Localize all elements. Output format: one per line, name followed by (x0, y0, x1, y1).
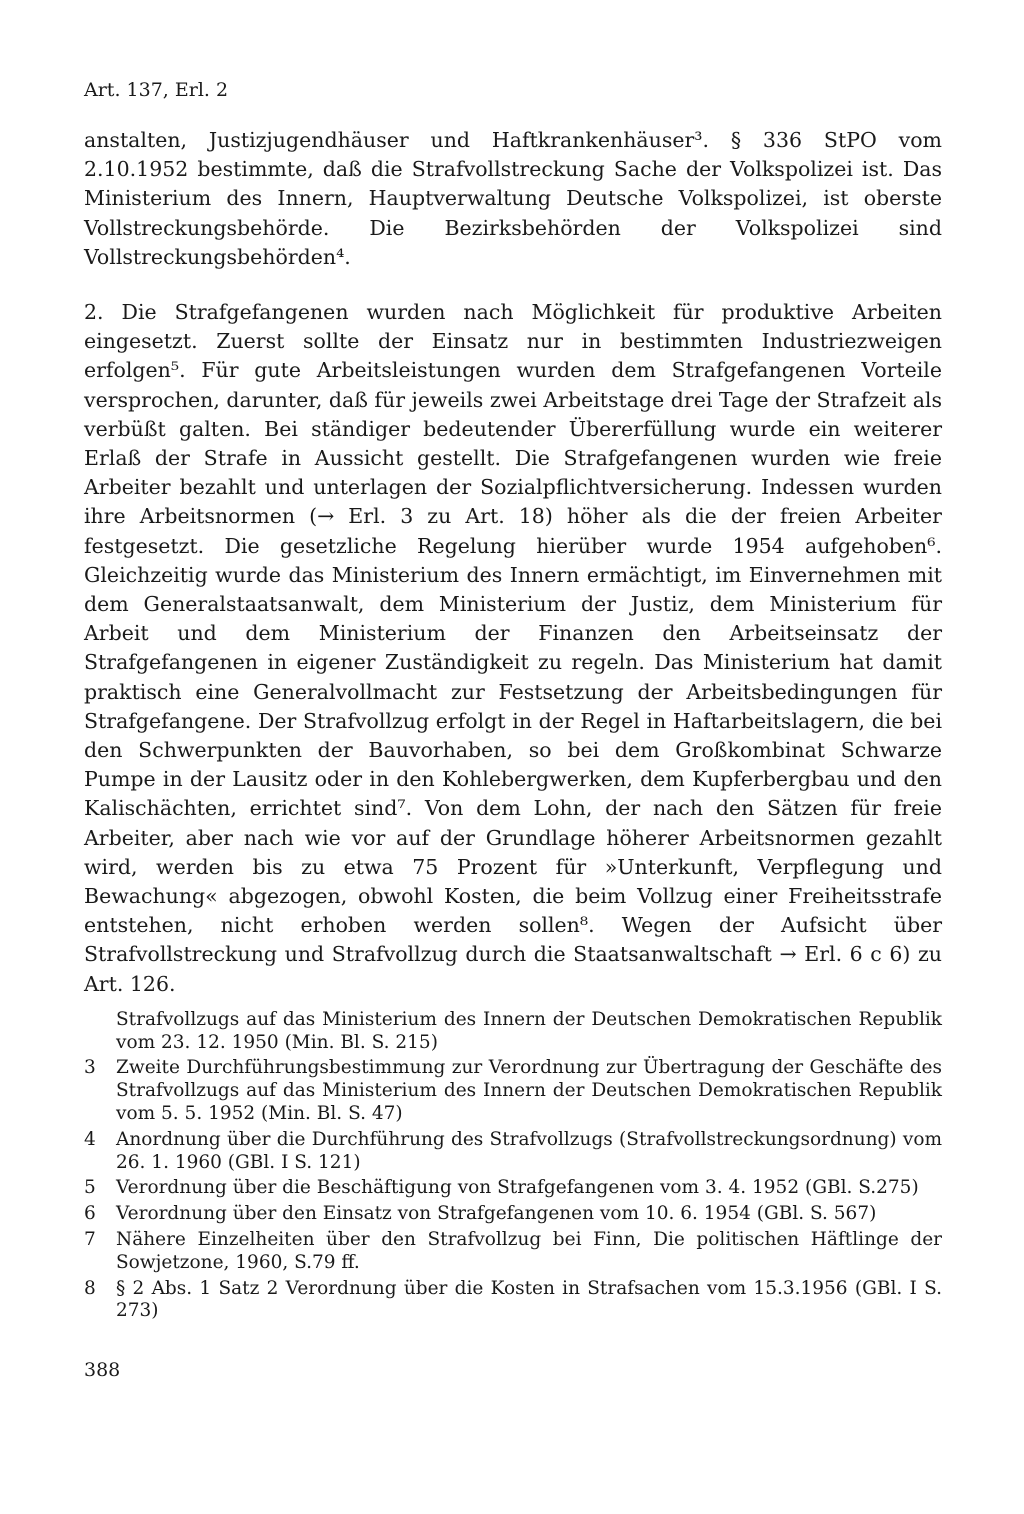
footnote-4 (84, 1129, 942, 1175)
paragraph-gap (84, 272, 942, 298)
footnotes (84, 1009, 942, 1323)
footnote-8 (84, 1278, 942, 1324)
footnote-text: Zweite Durchführungsbestimmung zur Verordnung zur Übertragung der Geschäfte des Strafvollzugs auf das Ministerium des Innern der Deutschen Demokratischen Republik vom 5. 5. 1952 (Min. Bl. S. 47) (116, 1057, 942, 1125)
footnote-number: 5 (84, 1177, 96, 1199)
footnote-6 (84, 1203, 942, 1226)
footnote-text: Verordnung über den Einsatz von Strafgefangenen vom 10. 6. 1954 (GBl. S. 567) (116, 1203, 877, 1225)
footnote-7 (84, 1229, 942, 1275)
body-paragraph-2: 2. Die Strafgefangenen wurden nach Möglichkeit für produktive Arbeiten eingesetzt. Zuerst sollte der Einsatz nur in bestimmten Industriezweigen erfolgen⁵. Für gute Arbeitsleistungen wurden dem Strafgefangenen Vorteile versprochen, darunter, daß für jeweils zwei Arbeitstage drei Tage der Strafzeit als verbüßt galten. Bei ständiger bedeutender Übererfüllung wurde ein weiterer Erlaß der Strafe in Aussicht gestellt. Die Strafgefangenen wurden wie freie Arbeiter bezahlt und unterlagen der Sozialpflichtversicherung. Indessen wurden ihre Arbeitsnormen (→ Erl. 3 zu Art. 18) höher als die der freien Arbeiter festgesetzt. Die gesetzliche Regelung hierüber wurde 1954 aufgehoben⁶. Gleichzeitig wurde das Ministerium des Innern ermächtigt, im Einvernehmen mit dem Generalstaatsanwalt, dem Ministerium der Justiz, dem Ministerium für Arbeit und dem Ministerium der Finanzen den Arbeitseinsatz der Strafgefangenen in eigener Zuständigkeit zu regeln. Das Ministerium hat damit praktisch eine Generalvollmacht zur Festsetzung der Arbeitsbedingungen für Strafgefangene. Der Strafvollzug erfolgt in der Regel in Haftarbeitslagern, die bei den Schwerpunkten der Bauvorhaben, so bei dem Großkombinat Schwarze Pumpe in der Lausitz oder in den Kohlebergwerken, dem Kupferbergbau und den Kalischächten, errichtet sind⁷. Von dem Lohn, der nach den Sätzen für freie Arbeiter, aber nach wie vor auf der Grundlage höherer Arbeitsnormen gezahlt wird, werden bis zu etwa 75 Prozent für »Unterkunft, Verpflegung und Bewachung« abgezogen, obwohl Kosten, die beim Vollzug einer Freiheitsstrafe entstehen, nicht erhoben werden sollen⁸. Wegen der Aufsicht über Strafvollstreckung und Strafvollzug durch die Staatsanwaltschaft → Erl. 6 c 6) zu Art. 126. (84, 300, 942, 996)
body-paragraph-1: anstalten, Justizjugendhäuser und Haftkrankenhäuser³. § 336 StPO vom 2.10.1952 bestimmte, daß die Strafvollstreckung Sache der Volkspolizei ist. Das Ministerium des Innern, Hauptverwaltung Deutsche Volkspolizei, ist oberste Vollstreckungsbehörde. Die Bezirksbehörden der Volkspolizei sind Vollstreckungsbehörden⁴. (84, 128, 942, 269)
footnote-text: Anordnung über die Durchführung des Strafvollzugs (Strafvollstreckungsordnung) vom 26. 1. 1960 (GBl. I S. 121) (116, 1128, 942, 1173)
footnote-number: 4 (84, 1128, 96, 1150)
footnote-number: 7 (84, 1229, 96, 1251)
footnote-number: 6 (84, 1203, 96, 1225)
footnote-number: 3 (84, 1057, 96, 1079)
footnote-text: Verordnung über die Beschäftigung von Strafgefangenen vom 3. 4. 1952 (GBl. S.275) (116, 1177, 919, 1199)
footnote-3 (84, 1057, 942, 1125)
document-page (84, 76, 942, 1381)
running-head: Art. 137, Erl. 2 (84, 79, 229, 101)
footnote-number: 8 (84, 1277, 96, 1299)
footnote-text: § 2 Abs. 1 Satz 2 Verordnung über die Kosten in Strafsachen vom 15.3.1956 (GBl. I S. 273) (116, 1277, 942, 1322)
footnote-continued (84, 1009, 942, 1055)
page-number: 388 (84, 1359, 121, 1382)
footnote-5 (84, 1177, 942, 1200)
footnote-text: Nähere Einzelheiten über den Strafvollzug bei Finn, Die politischen Häftlinge der Sowjetzone, 1960, S.79 ff. (116, 1229, 942, 1273)
footnote-text: Strafvollzugs auf das Ministerium des Innern der Deutschen Demokratischen Republik vom 23. 12. 1950 (Min. Bl. S. 215) (116, 1008, 942, 1053)
